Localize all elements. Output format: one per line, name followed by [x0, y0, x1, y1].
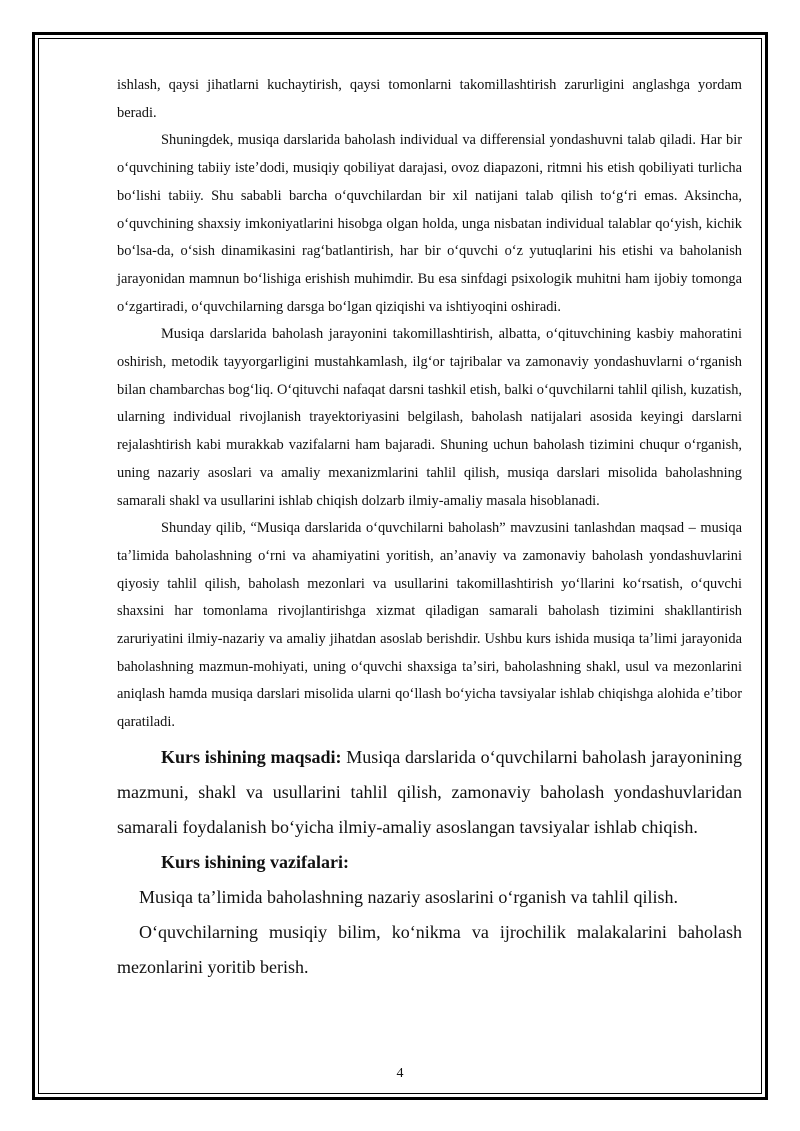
goals-section [117, 740, 742, 985]
course-goal [117, 740, 742, 845]
paragraph-teacher-skill: Musiqa darslarida baholash jarayonini takomillashtirish, albatta, oʻqituvchining kasbiy mahoratini oshirish, metodik tayyorgarligini mustahkamlash, ilgʻor tajribalar va zamonaviy yondashuvlarni oʻrganish bilan chambarchas bogʻliq. Oʻqituvchi nafaqat darsni tashkil etish, balki oʻquvchilarni tahlil qilish, kuzatish, ularning individual rivojlanish trayektoriyasini belgilash, baholash natijalari asosida keyingi darslarni rejalashtirish kabi murakkab vazifalarni ham bajaradi. Shuning uchun baholash tizimini chuqur oʻrganish, uning nazariy asoslari va amaliy mexanizmlarini tahlil qilish, musiqa darslari misolida baholashning samarali shakl va usullarini ishlab chiqish dolzarb ilmiy-amaliy masala hisoblanadi. [117, 326, 742, 509]
tasks-heading: Kurs ishining vazifalari: [161, 851, 350, 872]
course-goal-label: Kurs ishining maqsadi: [161, 746, 342, 767]
document-body [117, 72, 742, 985]
paragraph-continuation: ishlash, qaysi jihatlarni kuchaytirish, qaysi tomonlarni takomillashtirish zarurligini anglashga yordam beradi. [117, 77, 742, 121]
paragraph-topic-purpose: Shunday qilib, “Musiqa darslarida oʻquvchilarni baholash” mavzusini tanlashdan maqsad – musiqa taʼlimida baholashning oʻrni va ahamiyatini yoritish, anʼanaviy va zamonaviy baholash yondashuvlarini qiyosiy tahlil qilish, baholash mezonlari va usullarini takomillashtirish yoʻllarini koʻrsatish, oʻquvchi shaxsini har tomonlama rivojlantirishga xizmat qiladigan samarali baholash tizimini shakllantirish zaruriyatini ilmiy-nazariy va amaliy jihatdan asoslab berishdir. Ushbu kurs ishida musiqa taʼlimi jarayonida baholashning mazmun-mohiyati, uning oʻquvchi shaxsiga taʼsiri, baholashning shakl, usul va mezonlarini aniqlash hamda musiqa darslari misolida ularni qoʻllash boʻyicha tavsiyalar ishlab chiqishga alohida eʼtibor qaratiladi. [117, 520, 742, 731]
course-goal-text: Musiqa darslarida oʻquvchilarni baholash jarayonining mazmuni, shakl va usullarini tahlil qilish, zamonaviy baholash yondashuvlaridan samarali foydalanish boʻyicha ilmiy-amaliy asoslangan tavsiyalar ishlab chiqish. [117, 746, 742, 837]
task-item: Musiqa taʼlimida baholashning nazariy asoslarini oʻrganish va tahlil qilish. [139, 886, 679, 907]
page-number: 4 [396, 1066, 404, 1081]
body-text [117, 72, 742, 737]
paragraph-individual-approach: Shuningdek, musiqa darslarida baholash individual va differensial yondashuvni talab qiladi. Har bir oʻquvchining tabiiy isteʼdodi, musiqiy qobiliyat darajasi, ovoz diapazoni, ritmni his etish qobiliyati turlicha boʻlishi tabiiy. Shu sababli barcha oʻquvchilardan bir xil natijani talab qilish toʻgʻri emas. Aksincha, oʻquvchining shaxsiy imkoniyatlarini hisobga olgan holda, unga nisbatan individual talablar qoʻyish, kichik boʻlsa-da, oʻsish dinamikasini ragʻbatlantirish, har bir oʻquvchi oʻz yutuqlarini his etishi va baholanish jarayonidan mamnun boʻlishiga erishish muhimdir. Bu esa sinfdagi psixologik muhitni ham ijobiy tomonga oʻzgartiradi, oʻquvchilarning darsga boʻlgan qiziqishi va ishtiyoqini oshiradi. [117, 132, 742, 315]
task-item: Oʻquvchilarning musiqiy bilim, koʻnikma va ijrochilik malakalarini baholash mezonlarini yoritib berish. [117, 921, 742, 977]
